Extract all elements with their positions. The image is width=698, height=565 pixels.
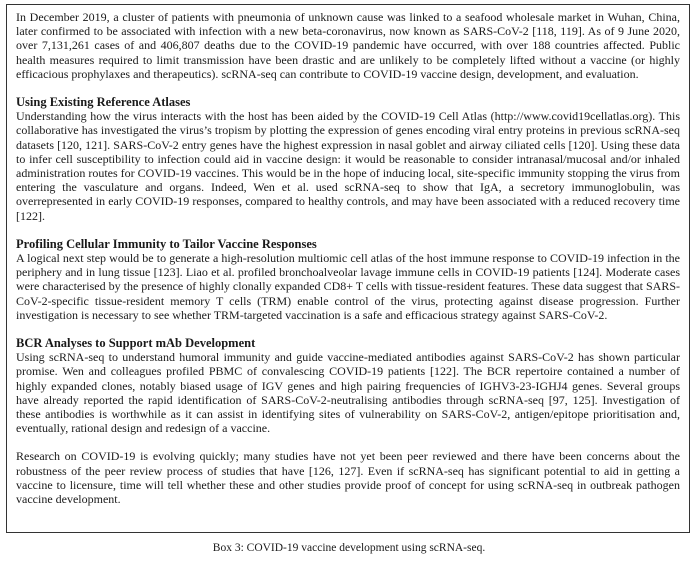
section-body-bcr-analyses: Using scRNA-seq to understand humoral immunity and guide vaccine-mediated antibodies against SARS-CoV-2 has shown particular promise. Wen and colleagues profiled PBMC of convalescing COVID-19 patients [122]. The BCR repertoire contained a number of highly expanded clones, notably biased usage of IGV genes and high pairing frequencies of IGHV3-23-IGHJ4 genes. Several groups have already reported the rapid identification of SARS-CoV-2-neutralising antibodies through scRNA-seq [97, 125]. Investigation of these antibodies is worthwhile as it can assist in identifying sites of vulnerability on SARS-CoV-2, antigen/epitope prioritisation and, eventually, rational design and redesign of a vaccine. (16, 350, 680, 436)
text-box (6, 4, 690, 533)
section-body-reference-atlases: Understanding how the virus interacts with the host has been aided by the COVID-19 Cell Atlas (http://www.covid19cellatlas.org). This collaborative has investigated the virus’s tropism by plotting the expression of genes encoding viral entry proteins in previous scRNA-seq datasets [120, 121]. SARS-CoV-2 entry genes have the highest expression in nasal goblet and airway ciliated cells [120]. Using these data to infer cell susceptibility to infection could aid in vaccine design: it would be reasonable to consider intranasal/mucosal and/or inhaled administration routes for COVID-19 vaccines. This would be in the hope of inducing local, site-specific immunity stopping the virus from entering the vasculature and organs. Indeed, Wen et al. used scRNA-seq to show that IgA, a secretory immunoglobulin, was overrepresented in early COVID-19 responses, compared to healthy controls, and may have been associated with a reduced recovery time [122]. (16, 109, 680, 223)
section-body-cellular-immunity: A logical next step would be to generate a high-resolution multiomic cell atlas of the host immune response to COVID-19 infection in the periphery and in lung tissue [123]. Liao et al. profiled bronchoalveolar lavage immune cells in COVID-19 patients [124]. Moderate cases were characterised by the presence of highly clonally expanded CD8+ T cells with tissue-resident features. These data suggest that SARS-CoV-2-specific tissue-resident memory T cells (TRM) enable control of the virus, protecting against disease progression. Further investigation is necessary to see whether TRM-targeted vaccination is a safe and efficacious strategy against SARS-CoV-2. (16, 251, 680, 322)
section-heading-cellular-immunity: Profiling Cellular Immunity to Tailor Vaccine Responses (16, 236, 317, 251)
section-heading-reference-atlases: Using Existing Reference Atlases (16, 95, 191, 110)
section-heading-bcr-analyses: BCR Analyses to Support mAb Development (16, 336, 256, 351)
box-caption: Box 3: COVID-19 vaccine development using scRNA-seq. (212, 542, 486, 554)
closing-paragraph: Research on COVID-19 is evolving quickly; many studies have not yet been peer reviewed and there have been concerns about the robustness of the peer review process of studies that have [126, 127]. Even if scRNA-seq has significant potential to aid in getting a vaccine to licensure, time will tell whether these and other studies provide proof of concept for using scRNA-seq in outbreak pathogen vaccine development. (16, 449, 680, 507)
intro-paragraph: In December 2019, a cluster of patients with pneumonia of unknown cause was linked to a seafood wholesale market in Wuhan, China, later confirmed to be associated with infection with a new beta-coronavirus, now known as SARS-CoV-2 [118, 119]. As of 9 June 2020, over 7,131,261 cases of and 406,807 deaths due to the COVID-19 pandemic have occurred, with over 188 countries affected. Public health measures required to limit transmission have been drastic and are unlikely to be completely lifted without a vaccine (or highly efficacious prophylaxes and therapeutics). scRNA-seq can contribute to COVID-19 vaccine design, development, and evaluation. (16, 10, 680, 81)
